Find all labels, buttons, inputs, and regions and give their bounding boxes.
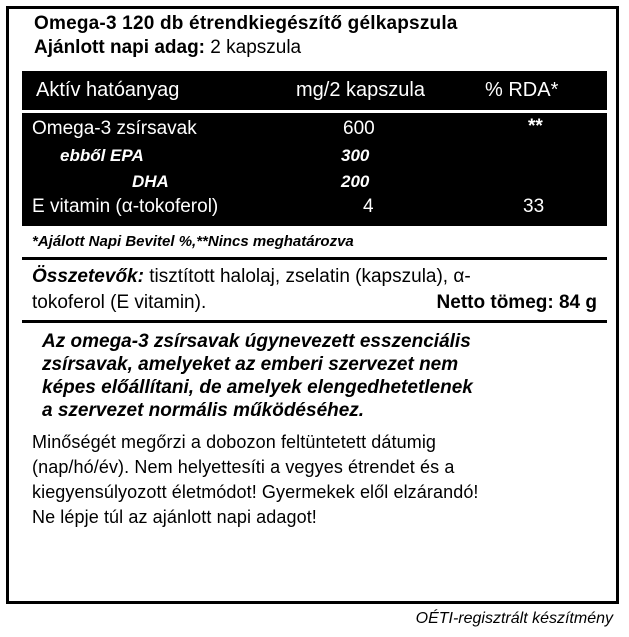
serving-value: 2 kapszula: [205, 37, 302, 58]
row-dha-mg: 200: [341, 172, 370, 191]
row-omega3-rda: **: [528, 116, 543, 137]
column-header-rda: % RDA*: [485, 79, 559, 101]
row-vitamin-e-rda: 33: [523, 196, 545, 217]
info-line: Minőségét megőrzi a dobozon feltüntetett dátumig: [32, 432, 437, 452]
column-header-ingredient: Aktív hatóanyag: [36, 79, 180, 101]
row-vitamin-e-name: E vitamin (α-tokoferol): [32, 196, 219, 217]
info-line: Ne lépje túl az ajánlott napi adagot!: [32, 507, 317, 527]
row-dha-name: DHA: [132, 172, 169, 191]
ingredients-line-2: [32, 292, 597, 314]
row-omega3-name: Omega-3 zsírsavak: [32, 118, 197, 139]
product-title: Omega-3 120 db étrendkiegészítő gélkapszula: [34, 13, 458, 34]
product-description: [42, 330, 602, 422]
ingredients-text-2: tokoferol (E vitamin).: [32, 292, 207, 313]
row-omega3-mg: 600: [343, 118, 375, 139]
serving-size: [34, 37, 301, 59]
divider: [22, 320, 607, 323]
ingredients-text-1: tisztított halolaj, zselatin (kapszula), α-: [143, 266, 471, 287]
info-line: kiegyensúlyozott életmódot! Gyermekek elől elzárandó!: [32, 482, 479, 502]
description-line: képes előállítani, de amelyek elengedhetetlenek: [42, 377, 473, 398]
ingredients-label: Összetevők:: [32, 266, 144, 287]
row-epa-name: ebből EPA: [60, 146, 144, 165]
description-line: a szervezet normális működéséhez.: [42, 400, 365, 421]
net-weight: Netto tömeg: 84 g: [436, 292, 597, 313]
ingredients-line-1: [32, 266, 471, 288]
row-epa-mg: 300: [341, 146, 370, 165]
usage-info: [32, 430, 612, 530]
column-header-amount: mg/2 kapszula: [296, 79, 425, 101]
rda-footnote: *Ajálott Napi Bevitel %,**Nincs meghatározva: [32, 233, 354, 250]
serving-label: Ajánlott napi adag:: [34, 37, 205, 58]
info-line: (nap/hó/év). Nem helyettesíti a vegyes étrendet és a: [32, 457, 455, 477]
registration-note: OÉTI-regisztrált készítmény: [415, 610, 613, 627]
divider: [22, 257, 607, 260]
description-line: zsírsavak, amelyeket az emberi szervezet nem: [42, 354, 459, 375]
row-vitamin-e-mg: 4: [363, 196, 374, 217]
nutrition-table-header: [22, 71, 607, 110]
nutrition-table-body: [22, 113, 607, 226]
description-line: Az omega-3 zsírsavak úgynevezett esszenciális: [42, 331, 471, 352]
